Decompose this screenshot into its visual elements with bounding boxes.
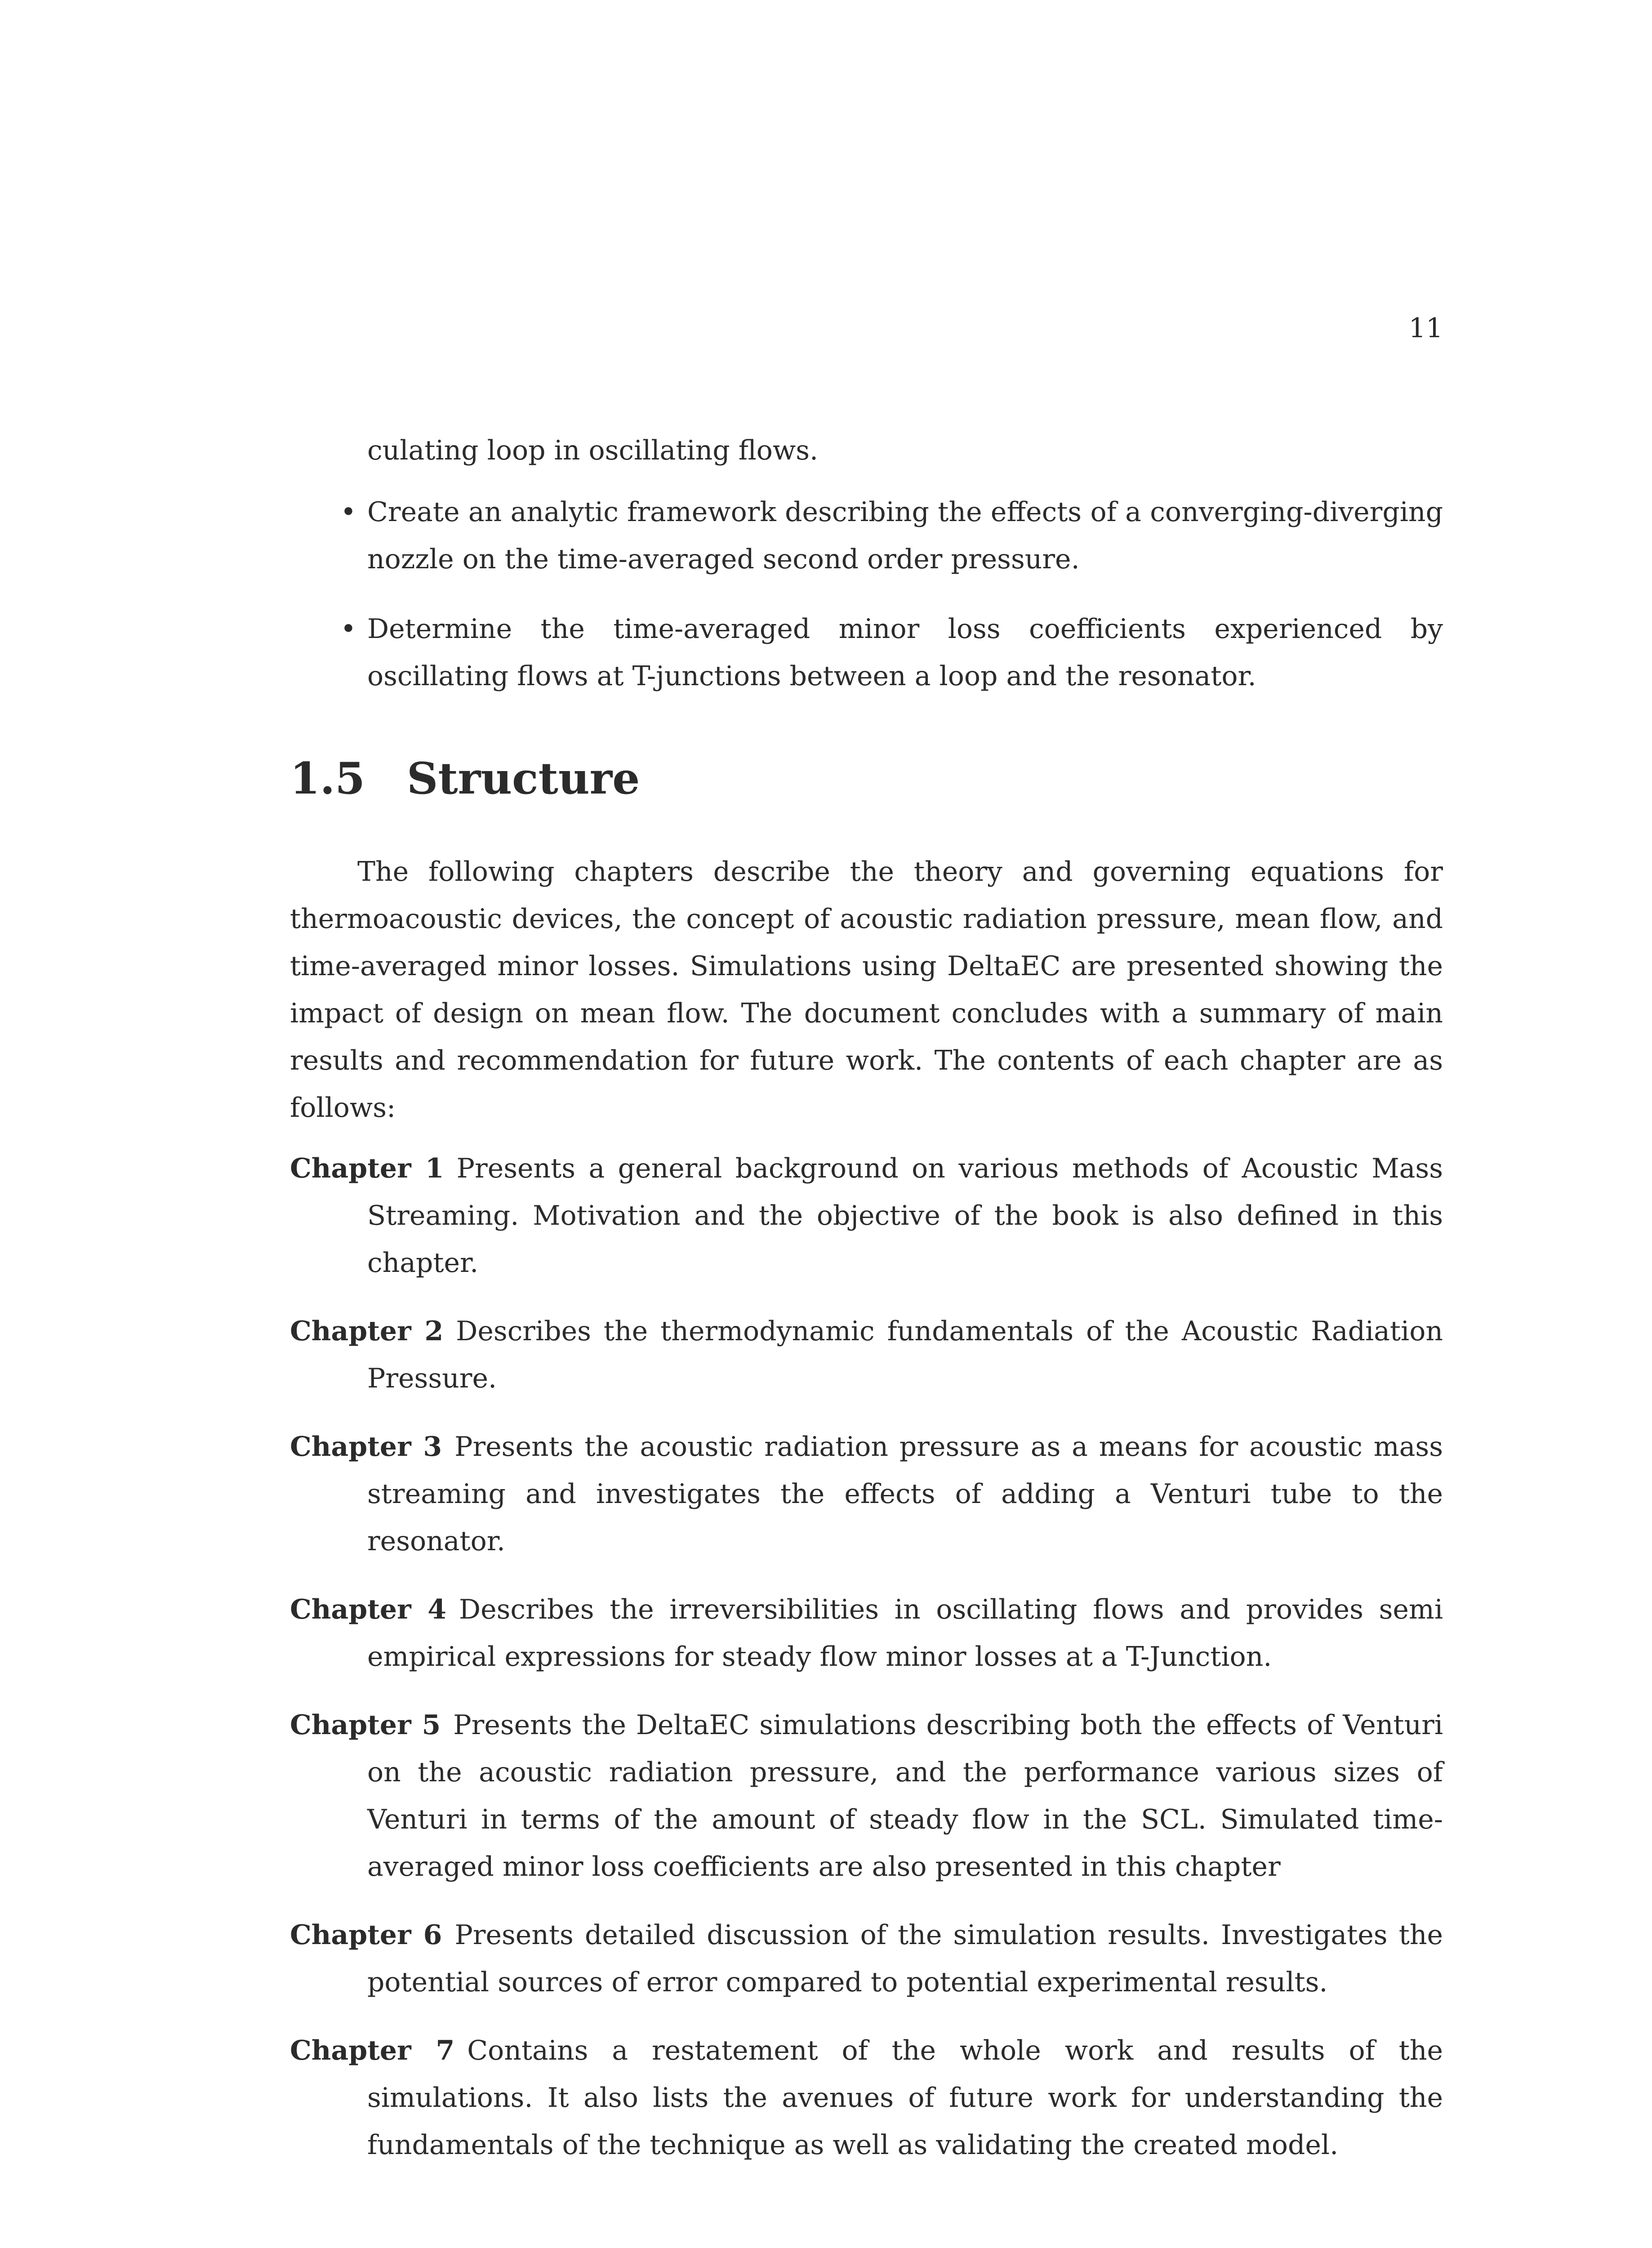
chapter-item — [290, 1586, 1443, 1681]
chapter-description: Presents detailed discussion of the simulation results. Investigates the potential sources of error compared to potential experimental results. — [367, 1919, 1443, 1998]
bullet-text: Determine the time-averaged minor loss coefficients experienced by oscillating flows at T-junctions between a loop and the resonator. — [367, 613, 1443, 692]
chapter-label: Chapter 5 — [290, 1709, 441, 1741]
chapter-description: Describes the irreversibilities in oscillating flows and provides semi empirical expressions for steady flow minor losses at a T-Junction. — [367, 1594, 1443, 1673]
chapter-label: Chapter 3 — [290, 1431, 442, 1463]
chapter-item — [290, 2027, 1443, 2169]
chapter-description-list — [290, 1145, 1443, 2169]
chapter-label: Chapter 1 — [290, 1153, 444, 1184]
page-number: 11 — [1408, 312, 1443, 344]
section-heading — [290, 752, 1443, 806]
bullet-continuation-text: culating loop in oscillating flows. — [367, 435, 819, 466]
bullet-text: Create an analytic framework describing the effects of a converging-diverging nozzle on the time-averaged second order pressure. — [367, 496, 1443, 575]
chapter-item — [290, 1308, 1443, 1402]
section-number: 1.5 — [290, 753, 365, 804]
bullet-icon: • — [340, 613, 356, 645]
bullet-item — [290, 489, 1443, 583]
bullet-icon: • — [340, 496, 356, 528]
chapter-item — [290, 1702, 1443, 1891]
objectives-bullet-list — [290, 489, 1443, 700]
page-content — [290, 427, 1443, 2190]
chapter-label: Chapter 6 — [290, 1919, 442, 1951]
chapter-description: Presents a general background on various methods of Acoustic Mass Streaming. Motivation and the objective of the book is also defined in this chapter. — [367, 1153, 1443, 1279]
chapter-label: Chapter 7 — [290, 2035, 455, 2066]
chapter-description: Presents the DeltaEC simulations describing both the effects of Venturi on the acoustic radiation pressure, and the performance various sizes of Venturi in terms of the amount of steady flow in the SCL. Simulated time-averaged minor loss coefficients are also presented in this chapter — [367, 1709, 1443, 1882]
bullet-item — [290, 606, 1443, 700]
chapter-item — [290, 1145, 1443, 1287]
chapter-description: Presents the acoustic radiation pressure as a means for acoustic mass streaming and investigates the effects of adding a Venturi tube to the resonator. — [367, 1431, 1443, 1557]
chapter-label: Chapter 2 — [290, 1316, 444, 1347]
chapter-label: Chapter 4 — [290, 1594, 447, 1625]
intro-paragraph: The following chapters describe the theory and governing equations for thermoacoustic devices, the concept of acoustic radiation pressure, mean flow, and time-averaged minor losses. Simulations using DeltaEC are presented showing the impact of design on mean flow. The document concludes with a summary of main results and recommendation for future work. The contents of each chapter are as follows: — [290, 856, 1443, 1124]
chapter-item — [290, 1423, 1443, 1565]
chapter-description: Describes the thermodynamic fundamentals of the Acoustic Radiation Pressure. — [367, 1316, 1443, 1394]
section-title: Structure — [407, 753, 640, 804]
chapter-description: Contains a restatement of the whole work and results of the simulations. It also lists the avenues of future work for understanding the fundamentals of the technique as well as validating the created model. — [367, 2035, 1443, 2161]
chapter-item — [290, 1912, 1443, 2006]
